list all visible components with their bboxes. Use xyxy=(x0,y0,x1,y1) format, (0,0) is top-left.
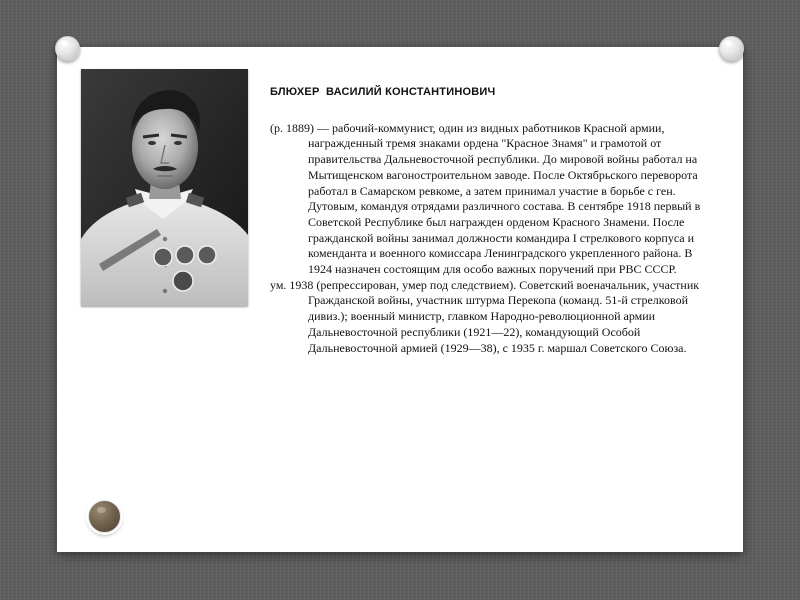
paragraph: (р. 1889) — рабочий-коммунист, один из видных работников Красной армии, награжденный тремя знаками ордена "Красное Знамя" и грамотой от правительства Дальневосточной республики. До мировой войны работал на Мытищенском вагоностроительном заводе. После Октябрьского переворота работал в Самарском ревкоме, а затем принимал участие в борьбе с ген. Дутовым, командуя отрядами различного состава. В сентябре 1918 первый в Советской Республике был награжден орденом Красного Знамени. После гражданской войны занимал должности командира I стрелкового корпуса и коменданта и военного комиссара Ленинградского укрепленного района. В 1924 назначен состоящим для особо важных поручений при РВС СССР. xyxy=(270,120,701,277)
round-pin-icon xyxy=(88,500,121,533)
page-title: БЛЮХЕР ВАСИЛИЙ КОНСТАНТИНОВИЧ xyxy=(270,86,496,98)
biography-text xyxy=(270,82,715,356)
portrait-photo xyxy=(81,69,248,306)
portrait-illustration xyxy=(81,69,248,306)
pushpin-icon xyxy=(719,36,744,61)
pushpin-icon xyxy=(55,36,80,61)
paragraph: ум. 1938 (репрессирован, умер под следствием). Советский военачальник, участник Гражданской войны, участник штурма Перекопа (команд. 51-й стрелковой дивиз.); военный министр, главком Народно-революционной армии Дальневосточной республики (1921—22), командующий Особой Дальневосточной армией (1929—38), с 1935 г. маршал Советского Союза. xyxy=(270,277,700,355)
